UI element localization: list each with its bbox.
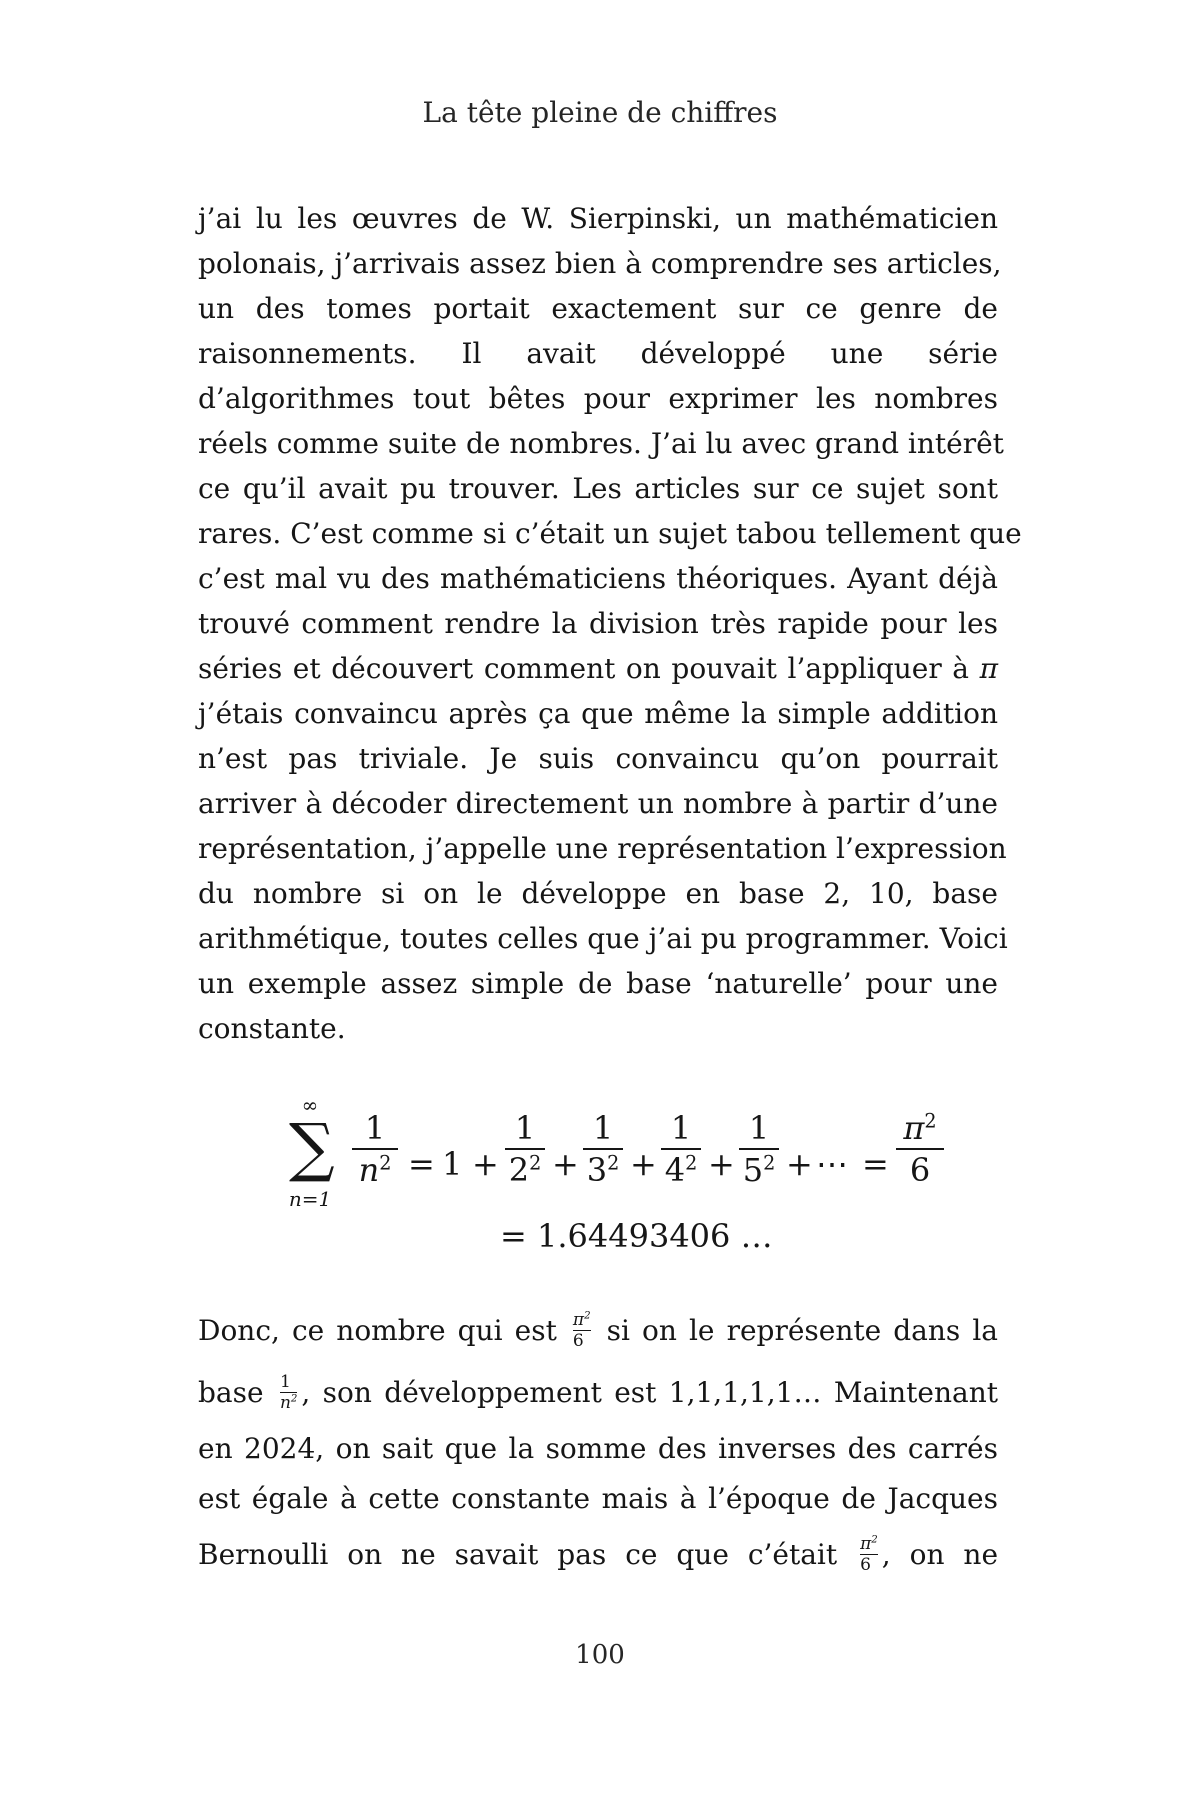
text-line: raisonnements. Il avait développé une série	[198, 337, 998, 370]
exponent: 2	[685, 1151, 698, 1175]
equals-sign: =	[862, 1145, 889, 1183]
base: 3	[586, 1151, 608, 1189]
text-segment: , on ne	[881, 1538, 999, 1571]
text-line: c’est mal vu des mathématiciens théoriques. Ayant déjà	[198, 562, 998, 595]
pi-symbol: π	[860, 1534, 872, 1554]
summation-symbol: ∑	[289, 1111, 335, 1185]
text-line: représentation, j’appelle une représentation l’expression	[198, 832, 1007, 865]
text-line: d’algorithmes tout bêtes pour exprimer les nombres	[198, 382, 998, 415]
equals-sign: =	[408, 1145, 435, 1183]
exponent: 2	[529, 1151, 542, 1175]
plus-sign: +	[708, 1145, 735, 1183]
text-line: rares. C’est comme si c’était un sujet tabou tellement que	[198, 517, 1022, 550]
fraction-term	[352, 1110, 398, 1188]
base: 2	[508, 1151, 530, 1189]
text-line: j’étais convaincu après ça que même la simple addition	[198, 697, 998, 730]
exponent: 2	[607, 1151, 620, 1175]
page-number: 100	[575, 1640, 625, 1670]
denominator: 6	[860, 1555, 871, 1575]
text-line: polonais, j’arrivais assez bien à comprendre ses articles,	[198, 247, 1002, 280]
fraction-bar	[583, 1148, 623, 1150]
text-line: un des tomes portait exactement sur ce genre de	[198, 292, 998, 325]
text-segment: Donc, ce nombre qui est	[198, 1314, 557, 1347]
text-line: arriver à décoder directement un nombre à partir d’une	[198, 787, 998, 820]
result-fraction	[896, 1110, 944, 1188]
text-line: un exemple assez simple de base ‘naturelle’ pour une	[198, 967, 998, 1000]
denominator	[739, 1152, 779, 1188]
numerator	[573, 1311, 591, 1329]
base: 5	[742, 1151, 764, 1189]
text-line-with-pi	[198, 646, 998, 691]
plus-sign: +	[630, 1145, 657, 1183]
variable: n	[279, 1393, 291, 1413]
denominator	[583, 1152, 623, 1188]
plus-sign: +	[786, 1145, 813, 1183]
base: 4	[664, 1151, 686, 1189]
text-segment: si on le représente dans la	[606, 1314, 998, 1347]
exponent: 2	[871, 1534, 878, 1546]
plus-sign: +	[552, 1145, 579, 1183]
text-line: trouvé comment rendre la division très rapide pour les	[198, 607, 998, 640]
running-head: La tête pleine de chiffres	[422, 96, 778, 129]
text-line: arithmétique, toutes celles que j’ai pu programmer. Voici	[198, 922, 1008, 955]
text-segment: séries et découvert comment on pouvait l’appliquer à	[198, 652, 969, 685]
numerator: 1	[748, 1109, 770, 1147]
exponent: 2	[584, 1310, 591, 1322]
inline-fraction-pi2-6	[573, 1311, 591, 1350]
plus-sign: +	[472, 1145, 499, 1183]
ellipsis: ⋯	[816, 1145, 848, 1183]
numerator	[860, 1535, 878, 1553]
text-line: est égale à cette constante mais à l’époque de Jacques	[198, 1482, 998, 1515]
numerator: 1	[670, 1109, 692, 1147]
paragraph-1	[198, 196, 1022, 1051]
numerator: 1	[514, 1109, 536, 1147]
fraction-bar	[661, 1148, 701, 1150]
exponent: 2	[379, 1151, 392, 1175]
denominator	[280, 1394, 297, 1412]
sum-lower-limit: n=1	[288, 1187, 332, 1211]
equation-second-line: = 1.64493406 …	[500, 1217, 773, 1255]
numerator: 1	[592, 1109, 614, 1147]
numerator: 1	[279, 1372, 291, 1392]
denominator: 6	[572, 1331, 584, 1351]
text-line	[198, 1362, 998, 1424]
display-equation	[0, 1090, 1200, 1260]
paragraph-2	[198, 1300, 998, 1586]
denominator	[505, 1152, 545, 1188]
fraction-term	[661, 1110, 701, 1188]
denominator: 6	[909, 1151, 931, 1189]
fraction-term	[739, 1110, 779, 1188]
pi-symbol: π	[903, 1109, 925, 1147]
numerator: 1	[364, 1109, 386, 1147]
exponent: 2	[290, 1393, 298, 1405]
fraction-bar	[505, 1148, 545, 1150]
text-line: constante.	[198, 1012, 346, 1045]
sum-upper-limit: ∞	[301, 1093, 319, 1117]
text-line	[198, 1524, 998, 1586]
inline-fraction-pi2-6	[860, 1535, 878, 1574]
variable: n	[358, 1151, 380, 1189]
text-line: j’ai lu les œuvres de W. Sierpinski, un mathématicien	[198, 202, 998, 235]
text-line	[198, 1300, 998, 1362]
text-line: ce qu’il avait pu trouver. Les articles sur ce sujet sont	[198, 472, 998, 505]
exponent: 2	[924, 1109, 937, 1133]
fraction-bar	[739, 1148, 779, 1150]
pi-symbol: π	[572, 1310, 585, 1330]
denominator	[661, 1152, 701, 1188]
text-line: en 2024, on sait que la somme des inverses des carrés	[198, 1432, 998, 1465]
exponent: 2	[763, 1151, 776, 1175]
fraction-bar	[352, 1148, 398, 1150]
fraction-term	[505, 1110, 545, 1188]
text-line: réels comme suite de nombres. J’ai lu avec grand intérêt	[198, 427, 1004, 460]
pi-symbol: π	[979, 652, 998, 685]
fraction-term	[583, 1110, 623, 1188]
numerator	[896, 1110, 944, 1146]
text-segment: base	[198, 1376, 264, 1409]
inline-fraction-1-n2	[280, 1373, 297, 1412]
text-line: n’est pas triviale. Je suis convaincu qu’on pourrait	[198, 742, 998, 775]
text-segment: , son développement est 1,1,1,1,1… Maintenant	[301, 1376, 999, 1409]
fraction-bar	[896, 1148, 944, 1150]
text-segment: Bernoulli on ne savait pas ce que c’était	[198, 1538, 838, 1571]
text-line: du nombre si on le développe en base 2, 10, base	[198, 877, 998, 910]
one-term: 1	[442, 1145, 463, 1183]
denominator	[352, 1152, 398, 1188]
